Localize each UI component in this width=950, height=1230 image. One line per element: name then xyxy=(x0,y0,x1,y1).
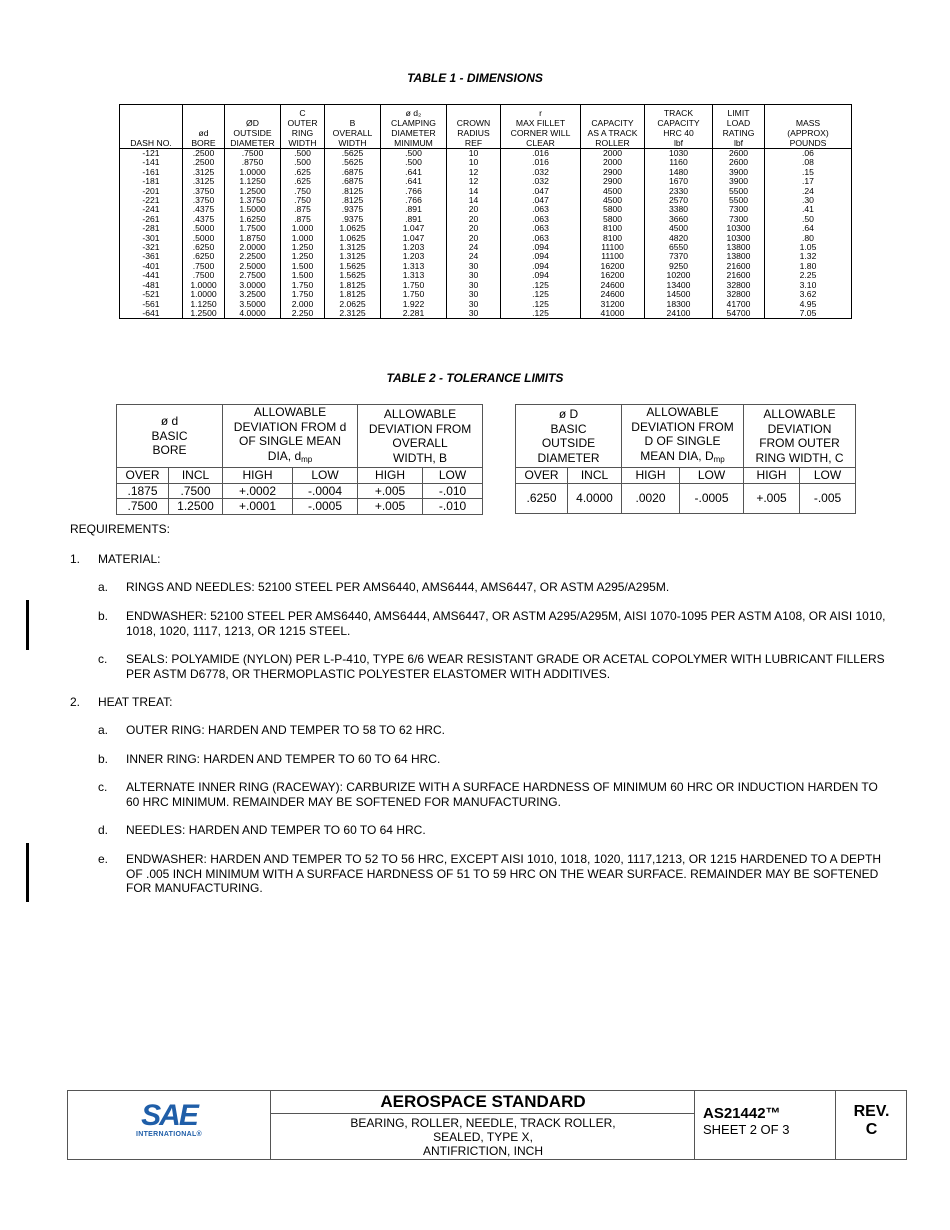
table-cell: 1.1250 xyxy=(225,177,281,186)
table-cell: 2600 xyxy=(713,158,765,167)
table-cell: 1.203 xyxy=(381,252,447,261)
table-cell: .2500 xyxy=(183,158,225,167)
table-cell: .7500 xyxy=(183,262,225,271)
table-cell: 41000 xyxy=(581,309,645,319)
table-cell: .047 xyxy=(501,187,581,196)
title-cell xyxy=(270,1091,695,1159)
table-cell: 16200 xyxy=(581,262,645,271)
table-cell: 30 xyxy=(447,281,501,290)
table-cell: -441 xyxy=(120,271,183,280)
sae-logo: SAE INTERNATIONAL® xyxy=(135,1099,202,1138)
table-cell: 3.62 xyxy=(765,290,852,299)
table-cell: .500 xyxy=(281,149,325,159)
table-cell: .8125 xyxy=(325,196,381,205)
table-cell: -241 xyxy=(120,205,183,214)
table-cell: -221 xyxy=(120,196,183,205)
table-cell: 3900 xyxy=(713,177,765,186)
table-cell: .80 xyxy=(765,234,852,243)
table-cell: .41 xyxy=(765,205,852,214)
table-cell: 3.2500 xyxy=(225,290,281,299)
table-cell: .5000 xyxy=(183,224,225,233)
dimensions-table xyxy=(119,104,852,319)
table-cell: .094 xyxy=(501,262,581,271)
table-cell: 1.0000 xyxy=(225,168,281,177)
bore-subheader-row: OVER INCL HIGH LOW HIGH LOW xyxy=(117,468,483,484)
table-cell: .500 xyxy=(381,149,447,159)
table-cell: 1.0625 xyxy=(325,224,381,233)
item-letter: e. xyxy=(98,852,109,866)
table-cell: .094 xyxy=(501,252,581,261)
table-cell: .6875 xyxy=(325,168,381,177)
column-header: ø d₂ CLAMPING DIAMETER MINIMUM xyxy=(381,105,447,149)
table-cell: .125 xyxy=(501,300,581,309)
table-cell: .5625 xyxy=(325,158,381,167)
table-cell: 12 xyxy=(447,177,501,186)
table-cell: 10 xyxy=(447,149,501,159)
item-letter: a. xyxy=(98,723,109,737)
table-cell: 20 xyxy=(447,215,501,224)
ring-width-deviation-header: ALLOWABLE DEVIATION FROM OUTER RING WIDTH, C xyxy=(744,405,856,468)
table-cell: 2.281 xyxy=(381,309,447,319)
table-cell: 1.047 xyxy=(381,234,447,243)
table-cell: .047 xyxy=(501,196,581,205)
item-letter: a. xyxy=(98,580,109,594)
table-cell: 2.7500 xyxy=(225,271,281,280)
table-cell: .766 xyxy=(381,196,447,205)
table-cell: .750 xyxy=(281,187,325,196)
table-cell: 2.000 xyxy=(281,300,325,309)
table-cell: .500 xyxy=(381,158,447,167)
table-cell: 2.0625 xyxy=(325,300,381,309)
table-cell: 7.05 xyxy=(765,309,852,319)
table2-caption: TABLE 2 - TOLERANCE LIMITS xyxy=(386,371,564,385)
table-cell: .875 xyxy=(281,205,325,214)
table-cell: .891 xyxy=(381,205,447,214)
table-cell: -481 xyxy=(120,281,183,290)
revision-label: REV. xyxy=(853,1103,890,1120)
table-cell: .06 xyxy=(765,149,852,159)
table-cell: .7500 xyxy=(183,271,225,280)
table-cell: 1.047 xyxy=(381,224,447,233)
table-cell: 24600 xyxy=(581,281,645,290)
table-cell: .063 xyxy=(501,224,581,233)
table-cell: 54700 xyxy=(713,309,765,319)
table-row xyxy=(120,309,852,319)
table-cell: .24 xyxy=(765,187,852,196)
column-header: ØD OUTSIDE DIAMETER xyxy=(225,105,281,149)
title-block xyxy=(67,1090,907,1160)
table-cell: 32800 xyxy=(713,281,765,290)
document-description: BEARING, ROLLER, NEEDLE, TRACK ROLLER, SEALED, TYPE X, ANTIFRICTION, INCH xyxy=(350,1116,616,1158)
table-cell: .9375 xyxy=(325,205,381,214)
table-cell: 1.250 xyxy=(281,243,325,252)
bore-tolerance-table xyxy=(116,404,483,515)
table-cell: 1.1250 xyxy=(183,300,225,309)
table-cell: .4375 xyxy=(183,215,225,224)
heat-treat-inner-ring: INNER RING: HARDEN AND TEMPER TO 60 TO 64 HRC. xyxy=(126,752,441,766)
table-cell: 6550 xyxy=(645,243,713,252)
table-cell: .500 xyxy=(281,158,325,167)
table-cell: 10 xyxy=(447,158,501,167)
column-header: ød BORE xyxy=(183,105,225,149)
table-cell: 1.750 xyxy=(281,281,325,290)
column-header: CROWN RADIUS REF xyxy=(447,105,501,149)
section-1-title: MATERIAL: xyxy=(98,552,161,566)
table-cell: 1670 xyxy=(645,177,713,186)
table-cell: 24 xyxy=(447,243,501,252)
table-cell: 31200 xyxy=(581,300,645,309)
table-cell: 1.8125 xyxy=(325,290,381,299)
item-letter: b. xyxy=(98,609,109,623)
material-seals: SEALS: POLYAMIDE (NYLON) PER L-P-410, TYPE 6/6 WEAR RESISTANT GRADE OR ACETAL COPOLYMER WITH LUBRICANT FILLERS PER ASTM D6778, OR THERMOPLASTIC POLYESTER ELASTOMER WITH ADDITIVES. xyxy=(126,652,885,681)
table-cell: 30 xyxy=(447,290,501,299)
table-cell: .4375 xyxy=(183,205,225,214)
table-cell: 2.3125 xyxy=(325,309,381,319)
column-header: B OVERALL WIDTH xyxy=(325,105,381,149)
table-cell: 1.3125 xyxy=(325,243,381,252)
table-cell: .625 xyxy=(281,168,325,177)
requirements-title: REQUIREMENTS: xyxy=(70,522,171,536)
table-cell: 2.250 xyxy=(281,309,325,319)
table-cell: -201 xyxy=(120,187,183,196)
table-cell: 14500 xyxy=(645,290,713,299)
table-cell: 20 xyxy=(447,205,501,214)
table-cell: .125 xyxy=(501,290,581,299)
table-cell: 3660 xyxy=(645,215,713,224)
table-cell: 14 xyxy=(447,187,501,196)
table-cell: 24600 xyxy=(581,290,645,299)
doc-number-cell xyxy=(694,1091,836,1159)
revision-letter: C xyxy=(865,1121,878,1138)
table-cell: .094 xyxy=(501,243,581,252)
table-cell: 11100 xyxy=(581,243,645,252)
table-cell: 13800 xyxy=(713,252,765,261)
table-cell: -141 xyxy=(120,158,183,167)
table-cell: 8100 xyxy=(581,224,645,233)
table-cell: .125 xyxy=(501,309,581,319)
table-cell: -121 xyxy=(120,149,183,159)
heat-treat-endwasher: ENDWASHER: HARDEN AND TEMPER TO 52 TO 56 HRC, EXCEPT AISI 1010, 1018, 1020, 1117,1213, OR 1215 HARDENED TO A DEPTH OF .005 INCH MINIMUM WITH A SURFACE HARDNESS OF 51 TO 59 HRC ON THE WEAR SURFACE. REMAINDER MAY BE SOFTENED FOR MANUFACTURING. xyxy=(126,852,881,895)
table-cell: .032 xyxy=(501,177,581,186)
table-cell: .766 xyxy=(381,187,447,196)
table-cell: .3750 xyxy=(183,187,225,196)
table-cell: 3380 xyxy=(645,205,713,214)
table-cell: 24100 xyxy=(645,309,713,319)
item-letter: d. xyxy=(98,823,109,837)
table-cell: 2000 xyxy=(581,158,645,167)
table-cell: 1.500 xyxy=(281,262,325,271)
table-cell: 32800 xyxy=(713,290,765,299)
section-1-number: 1. xyxy=(70,552,81,566)
table-cell: 20 xyxy=(447,234,501,243)
table-cell: 16200 xyxy=(581,271,645,280)
table-cell: 1.922 xyxy=(381,300,447,309)
bore-deviation-header: ALLOWABLE DEVIATION FROM d OF SINGLE MEAN DIA, $d_{mp}$ xyxy=(223,405,358,468)
table-cell: 1.8750 xyxy=(225,234,281,243)
table-cell: 1.80 xyxy=(765,262,852,271)
table-cell: .17 xyxy=(765,177,852,186)
table-cell: 30 xyxy=(447,300,501,309)
table-cell: 18300 xyxy=(645,300,713,309)
table-cell: 30 xyxy=(447,262,501,271)
table-cell: -321 xyxy=(120,243,183,252)
column-header: DASH NO. xyxy=(120,105,183,149)
table-cell: 9250 xyxy=(645,262,713,271)
table-cell: 7300 xyxy=(713,205,765,214)
table-cell: 1.2500 xyxy=(183,309,225,319)
bore-header: ø d BASIC BORE xyxy=(117,405,223,468)
table-cell: 4500 xyxy=(581,187,645,196)
table-cell: .641 xyxy=(381,168,447,177)
table-cell: 3.5000 xyxy=(225,300,281,309)
table-cell: .30 xyxy=(765,196,852,205)
table-cell: .64 xyxy=(765,224,852,233)
table-cell: 3.10 xyxy=(765,281,852,290)
document-number: AS21442™ xyxy=(703,1105,781,1122)
table-cell: 21600 xyxy=(713,262,765,271)
table-cell: 2.25 xyxy=(765,271,852,280)
width-deviation-header: ALLOWABLE DEVIATION FROM OVERALL WIDTH, B xyxy=(358,405,483,468)
table-cell: 4.0000 xyxy=(225,309,281,319)
table-cell: 1.0000 xyxy=(183,290,225,299)
table-cell: 41700 xyxy=(713,300,765,309)
table-cell: .032 xyxy=(501,168,581,177)
table-cell: 1.750 xyxy=(381,290,447,299)
table-cell: .094 xyxy=(501,271,581,280)
column-header: MASS (APPROX) POUNDS xyxy=(765,105,852,149)
table-cell: 5500 xyxy=(713,187,765,196)
table-cell: -401 xyxy=(120,262,183,271)
document-heading: AEROSPACE STANDARD xyxy=(271,1091,695,1114)
item-letter: c. xyxy=(98,652,108,666)
table-row: .1875 .7500 +.0002 -.0004 +.005 -.010 xyxy=(117,483,483,499)
dimensions-header-row xyxy=(120,105,852,149)
table1-caption: TABLE 1 - DIMENSIONS xyxy=(407,71,543,85)
table-cell: 5800 xyxy=(581,215,645,224)
table-cell: 10300 xyxy=(713,224,765,233)
table-cell: .6250 xyxy=(183,243,225,252)
table-cell: -521 xyxy=(120,290,183,299)
table-cell: 7370 xyxy=(645,252,713,261)
table-cell: 30 xyxy=(447,271,501,280)
heat-treat-alternate-inner-ring: ALTERNATE INNER RING (RACEWAY): CARBURIZE WITH A SURFACE HARDNESS OF MINIMUM 60 HRC OR INDUCTION HARDEN TO 60 HRC MINIMUM. REMAINDER MAY BE SOFTENED FOR MANUFACTURING. xyxy=(126,780,878,809)
table-cell: -261 xyxy=(120,215,183,224)
item-letter: b. xyxy=(98,752,109,766)
table-cell: 2000 xyxy=(581,149,645,159)
table-cell: 2900 xyxy=(581,168,645,177)
section-2-title: HEAT TREAT: xyxy=(98,695,173,709)
material-rings-needles: RINGS AND NEEDLES: 52100 STEEL PER AMS6440, AMS6444, AMS6447, OR ASTM A295/A295M. xyxy=(126,580,670,594)
table-cell: 14 xyxy=(447,196,501,205)
table-cell: .9375 xyxy=(325,215,381,224)
table-row: .7500 1.2500 +.0001 -.0005 +.005 -.010 xyxy=(117,499,483,515)
table-cell: .5625 xyxy=(325,149,381,159)
revision-bar xyxy=(26,600,29,650)
table-cell: 1.750 xyxy=(281,290,325,299)
column-header: r MAX FILLET CORNER WILL CLEAR xyxy=(501,105,581,149)
table-cell: 1.05 xyxy=(765,243,852,252)
heat-treat-outer-ring: OUTER RING: HARDEN AND TEMPER TO 58 TO 62 HRC. xyxy=(126,723,445,737)
table-cell: 1.0000 xyxy=(183,281,225,290)
table-cell: 21600 xyxy=(713,271,765,280)
table-cell: .08 xyxy=(765,158,852,167)
table-cell: .875 xyxy=(281,215,325,224)
table-cell: 1.6250 xyxy=(225,215,281,224)
table-cell: 4.95 xyxy=(765,300,852,309)
table-cell: .625 xyxy=(281,177,325,186)
table-cell: 1.0625 xyxy=(325,234,381,243)
table-cell: 2.5000 xyxy=(225,262,281,271)
table-cell: 5800 xyxy=(581,205,645,214)
table-cell: .2500 xyxy=(183,149,225,159)
table-cell: .3125 xyxy=(183,168,225,177)
table-cell: 13400 xyxy=(645,281,713,290)
table-cell: .063 xyxy=(501,205,581,214)
table-cell: 1.5625 xyxy=(325,271,381,280)
table-cell: .3750 xyxy=(183,196,225,205)
table-cell: 5500 xyxy=(713,196,765,205)
table-cell: 1.2500 xyxy=(225,187,281,196)
table-cell: .016 xyxy=(501,158,581,167)
table-cell: .7500 xyxy=(225,149,281,159)
table-cell: 11100 xyxy=(581,252,645,261)
heat-treat-needles: NEEDLES: HARDEN AND TEMPER TO 60 TO 64 HRC. xyxy=(126,823,426,837)
table-cell: -301 xyxy=(120,234,183,243)
table-cell: 1.313 xyxy=(381,271,447,280)
table-cell: .063 xyxy=(501,234,581,243)
table-cell: 1.000 xyxy=(281,224,325,233)
item-letter: c. xyxy=(98,780,108,794)
table-cell: .5000 xyxy=(183,234,225,243)
table-cell: 1.3125 xyxy=(325,252,381,261)
table-cell: .6875 xyxy=(325,177,381,186)
table-cell: -361 xyxy=(120,252,183,261)
table-cell: 1.32 xyxy=(765,252,852,261)
sheet-number: SHEET 2 OF 3 xyxy=(703,1122,790,1137)
table-cell: 1.500 xyxy=(281,271,325,280)
column-header: C OUTER RING WIDTH xyxy=(281,105,325,149)
table-cell: .641 xyxy=(381,177,447,186)
table-cell: 3900 xyxy=(713,168,765,177)
revision-cell xyxy=(835,1091,907,1159)
table-cell: 1.750 xyxy=(381,281,447,290)
table-cell: 1.203 xyxy=(381,243,447,252)
od-header: ø D BASIC OUTSIDE DIAMETER xyxy=(516,405,622,468)
table-cell: 1.8125 xyxy=(325,281,381,290)
table-cell: 1.250 xyxy=(281,252,325,261)
table-row: .6250 4.0000 .0020 -.0005 +.005 -.005 xyxy=(516,483,856,513)
od-deviation-header: ALLOWABLE DEVIATION FROM D OF SINGLE MEAN DIA, $D_{mp}$ xyxy=(622,405,744,468)
table-cell: 12 xyxy=(447,168,501,177)
table-cell: 13800 xyxy=(713,243,765,252)
column-header: CAPACITY AS A TRACK ROLLER xyxy=(581,105,645,149)
table-cell: 4500 xyxy=(645,224,713,233)
table-cell: .125 xyxy=(501,281,581,290)
column-header: LIMIT LOAD RATING lbf xyxy=(713,105,765,149)
table-cell: 2.0000 xyxy=(225,243,281,252)
table-cell: .3125 xyxy=(183,177,225,186)
table-cell: 2.2500 xyxy=(225,252,281,261)
table-cell: 2600 xyxy=(713,149,765,159)
table-cell: .50 xyxy=(765,215,852,224)
table-cell: 1480 xyxy=(645,168,713,177)
section-2-number: 2. xyxy=(70,695,81,709)
table-cell: 8100 xyxy=(581,234,645,243)
table-cell: -281 xyxy=(120,224,183,233)
table-cell: 3.0000 xyxy=(225,281,281,290)
table-cell: 2330 xyxy=(645,187,713,196)
revision-bar xyxy=(26,843,29,902)
table-cell: 4500 xyxy=(581,196,645,205)
table-cell: 20 xyxy=(447,224,501,233)
table-cell: .063 xyxy=(501,215,581,224)
table-cell: -161 xyxy=(120,168,183,177)
material-endwasher: ENDWASHER: 52100 STEEL PER AMS6440, AMS6444, AMS6447, OR ASTM A295/A295M, AISI 1070-1095 PER ASTM A108, OR AISI 1010, 1018, 1020, 1117, 1213, OR 1215 STEEL. xyxy=(126,609,886,638)
table-cell: 1.000 xyxy=(281,234,325,243)
column-header: TRACK CAPACITY HRC 40 lbf xyxy=(645,105,713,149)
table-cell: .891 xyxy=(381,215,447,224)
table-cell: 24 xyxy=(447,252,501,261)
table-cell: 10200 xyxy=(645,271,713,280)
table-cell: .8125 xyxy=(325,187,381,196)
od-subheader-row: OVER INCL HIGH LOW HIGH LOW xyxy=(516,468,856,484)
table-cell: 30 xyxy=(447,309,501,319)
table-cell: 2570 xyxy=(645,196,713,205)
table-cell: 4820 xyxy=(645,234,713,243)
table-cell: 2900 xyxy=(581,177,645,186)
table-cell: 1030 xyxy=(645,149,713,159)
table-cell: 1160 xyxy=(645,158,713,167)
table-cell: 10300 xyxy=(713,234,765,243)
table-cell: 7300 xyxy=(713,215,765,224)
table-cell: 1.5625 xyxy=(325,262,381,271)
table-cell: -641 xyxy=(120,309,183,319)
table-cell: -561 xyxy=(120,300,183,309)
table-cell: .016 xyxy=(501,149,581,159)
table-cell: .15 xyxy=(765,168,852,177)
table-cell: 1.313 xyxy=(381,262,447,271)
table-cell: 1.5000 xyxy=(225,205,281,214)
table-cell: -181 xyxy=(120,177,183,186)
table-cell: .8750 xyxy=(225,158,281,167)
table-cell: .750 xyxy=(281,196,325,205)
table-cell: 1.7500 xyxy=(225,224,281,233)
od-tolerance-table xyxy=(515,404,856,514)
table-cell: 1.3750 xyxy=(225,196,281,205)
table-cell: .6250 xyxy=(183,252,225,261)
